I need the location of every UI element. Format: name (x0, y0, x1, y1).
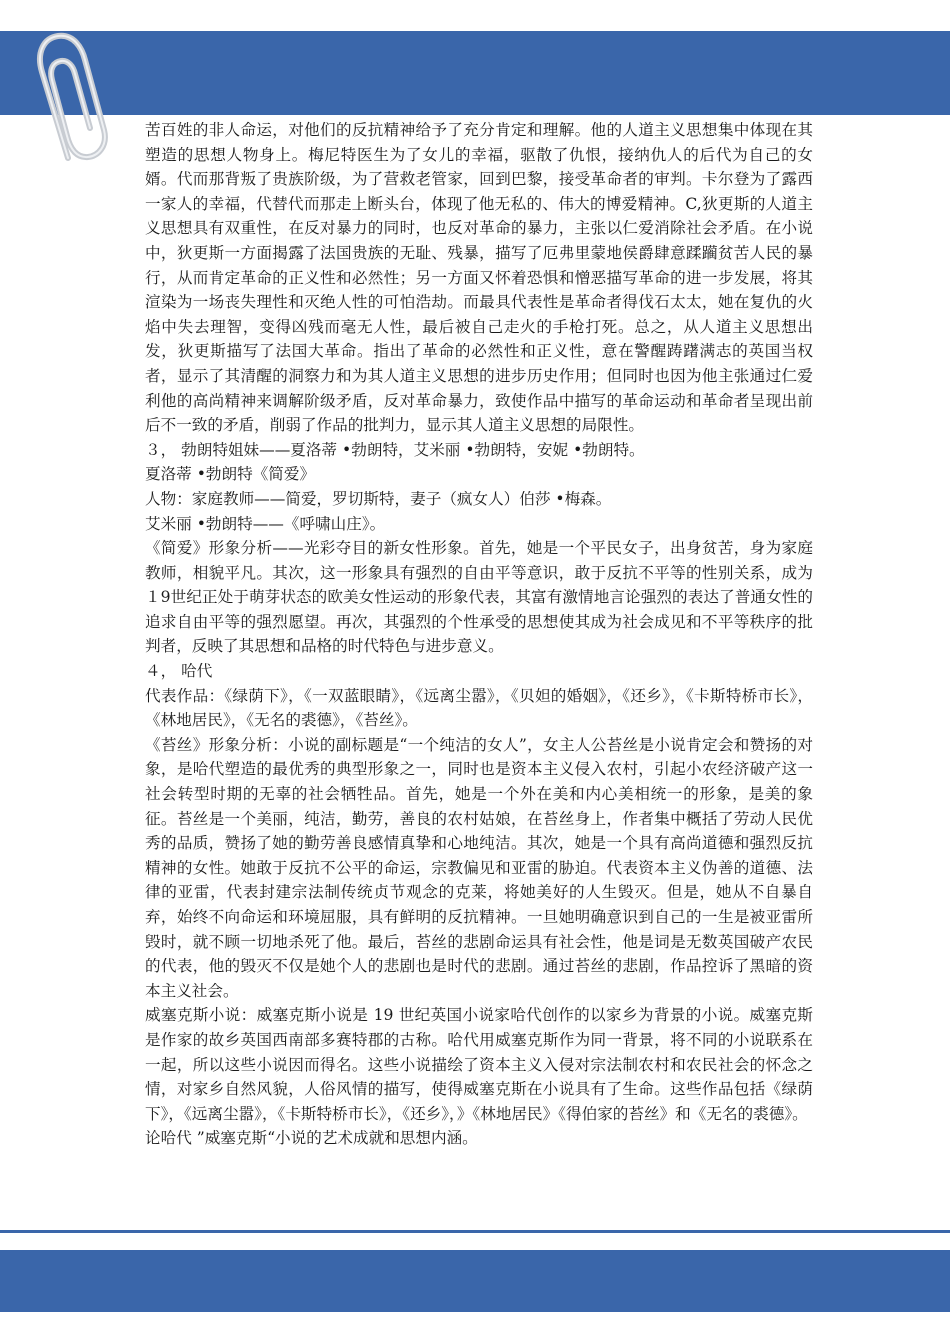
line-emily-wuthering-heights: 艾米丽 •勃朗特——《呼啸山庄》。 (145, 514, 386, 533)
paragraph-hardy-works: 代表作品：《绿荫下》，《一双蓝眼睛》，《远离尘嚣》，《贝妲的婚姻》，《还乡》，《卡斯特桥市长》，《林地居民》，《无名的裘德》，《苔丝》。 (145, 686, 813, 730)
paragraph-dickens: 苦百姓的非人命运，对他们的反抗精神给予了充分肯定和理解。他的人道主义思想集中体现在其塑造的思想人物身上。梅尼特医生为了女儿的幸福，驱散了仇恨，接纳仇人的后代为自己的女婿。代而那背叛了贵族阶级，为了营救老管家，回到巴黎，接受革命者的审判。卡尔登为了露西一家人的幸福，代替代而那走上断头台，体现了他无私的、伟大的博爱精神。C,狄更斯的人道主义思想具有双重性，在反对暴力的同时，也反对革命的暴力，主张以仁爱消除社会矛盾。在小说中，狄更斯一方面揭露了法国贵族的无耻、残暴，描写了厄弗里蒙地侯爵肆意蹂躏贫苦人民的暴行，从而肯定革命的正义性和必然性；另一方面又怀着恐惧和憎恶描写革命的进一步发展，将其渲染为一场丧失理性和灭绝人性的可怕浩劫。而最具代表性是革命者得伐石太太，她在复仇的火焰中失去理智，变得凶残而毫无人性，最后被自己走火的手枪打死。总之，从人道主义思想出发，狄更斯描写了法国大革命。指出了革命的必然性和正义性，意在警醒踌躇满志的英国当权者，显示了其清醒的洞察力和为其人道主义思想的进步历史作用；但同时也因为他主张通过仁爱利他的高尚精神来调解阶级矛盾，反对革命暴力，致使作品中描写的革命运动和革命者呈现出前后不一致的矛盾，削弱了作品的批判力，显示其人道主义思想的局限性。 (145, 121, 813, 435)
heading-hardy: ４， 哈代 (145, 662, 213, 681)
heading-bronte-sisters: ３， 勃朗特姐妹——夏洛蒂 •勃朗特，艾米丽 •勃朗特，安妮 •勃朗特。 (145, 440, 645, 459)
document-body (145, 118, 813, 1151)
footer-band (0, 1250, 950, 1312)
line-essay-question: 论哈代 ”威塞克斯“小说的艺术成就和思想内涵。 (145, 1129, 478, 1148)
paragraph-tess-analysis: 《苔丝》形象分析：小说的副标题是“一个纯洁的女人”，女主人公苔丝是小说肯定会和赞扬的对象，是哈代塑造的最优秀的典型形象之一，同时也是资本主义侵入农村，引起小农经济破产这一社会转型时期的无辜的社会牺牲品。首先，她是一个外在美和内心美相统一的形象，是美的象征。苔丝是一个美丽，纯洁，勤劳，善良的农村姑娘，在苔丝身上，作者集中概括了劳动人民优秀的品质，赞扬了她的勤劳善良感情真挚和心地纯洁。其次，她是一个具有高尚道德和强烈反抗精神的女性。她敢于反抗不公平的命运，宗教偏见和亚雷的胁迫。代表资本主义伪善的道德、法律的亚雷，代表封建宗法制传统贞节观念的克莱，将她美好的人生毁灭。但是，她从不自暴自弃，始终不向命运和环境屈服，具有鲜明的反抗精神。一旦她明确意识到自己的一生是被亚雷所毁时，就不顾一切地杀死了他。最后，苔丝的悲剧命运具有社会性，他是词是无数英国破产农民的代表，他的毁灭不仅是她个人的悲剧也是时代的悲剧。通过苔丝的悲剧，作品控诉了黑暗的资本主义社会。 (145, 735, 813, 1000)
line-charlotte-jane-eyre: 夏洛蒂 •勃朗特《简爱》 (145, 465, 316, 484)
line-characters: 人物：家庭教师——简爱，罗切斯特，妻子（疯女人）伯莎 •梅森。 (145, 489, 612, 508)
paragraph-jane-eyre-analysis: 《简爱》形象分析——光彩夺目的新女性形象。首先，她是一个平民女子，出身贫苦，身为家庭教师，相貌平凡。其次，这一形象具有强烈的自由平等意识，敢于反抗不平等的性别关系，成为１9世纪正处于萌芽状态的欧美女性运动的形象代表，其富有激情地言论强烈的表达了普通女性的追求自由平等的强烈愿望。再次，其强烈的个性承受的思想使其成为社会成见和不平等秩序的批判者，反映了其思想和品格的时代特色与进步意义。 (145, 539, 813, 656)
paragraph-wessex-novels: 威塞克斯小说：威塞克斯小说是 19 世纪英国小说家哈代创作的以家乡为背景的小说。威塞克斯是作家的故乡英国西南部多赛特郡的古称。哈代用威塞克斯作为同一背景，将不同的小说联系在一起，所以这些小说因而得名。这些小说描绘了资本主义入侵对宗法制农村和农民社会的怀念之情，对家乡自然风貌，人俗风情的描写，使得威塞克斯在小说具有了生命。这些作品包括《绿荫下》，《远离尘嚣》，《卡斯特桥市长》，《还乡》，》《林地居民》《得伯家的苔丝》和《无名的裘德》。 (145, 1006, 813, 1123)
header-band (0, 31, 950, 115)
paperclip-icon (30, 30, 110, 170)
footer-rule (0, 1230, 950, 1233)
